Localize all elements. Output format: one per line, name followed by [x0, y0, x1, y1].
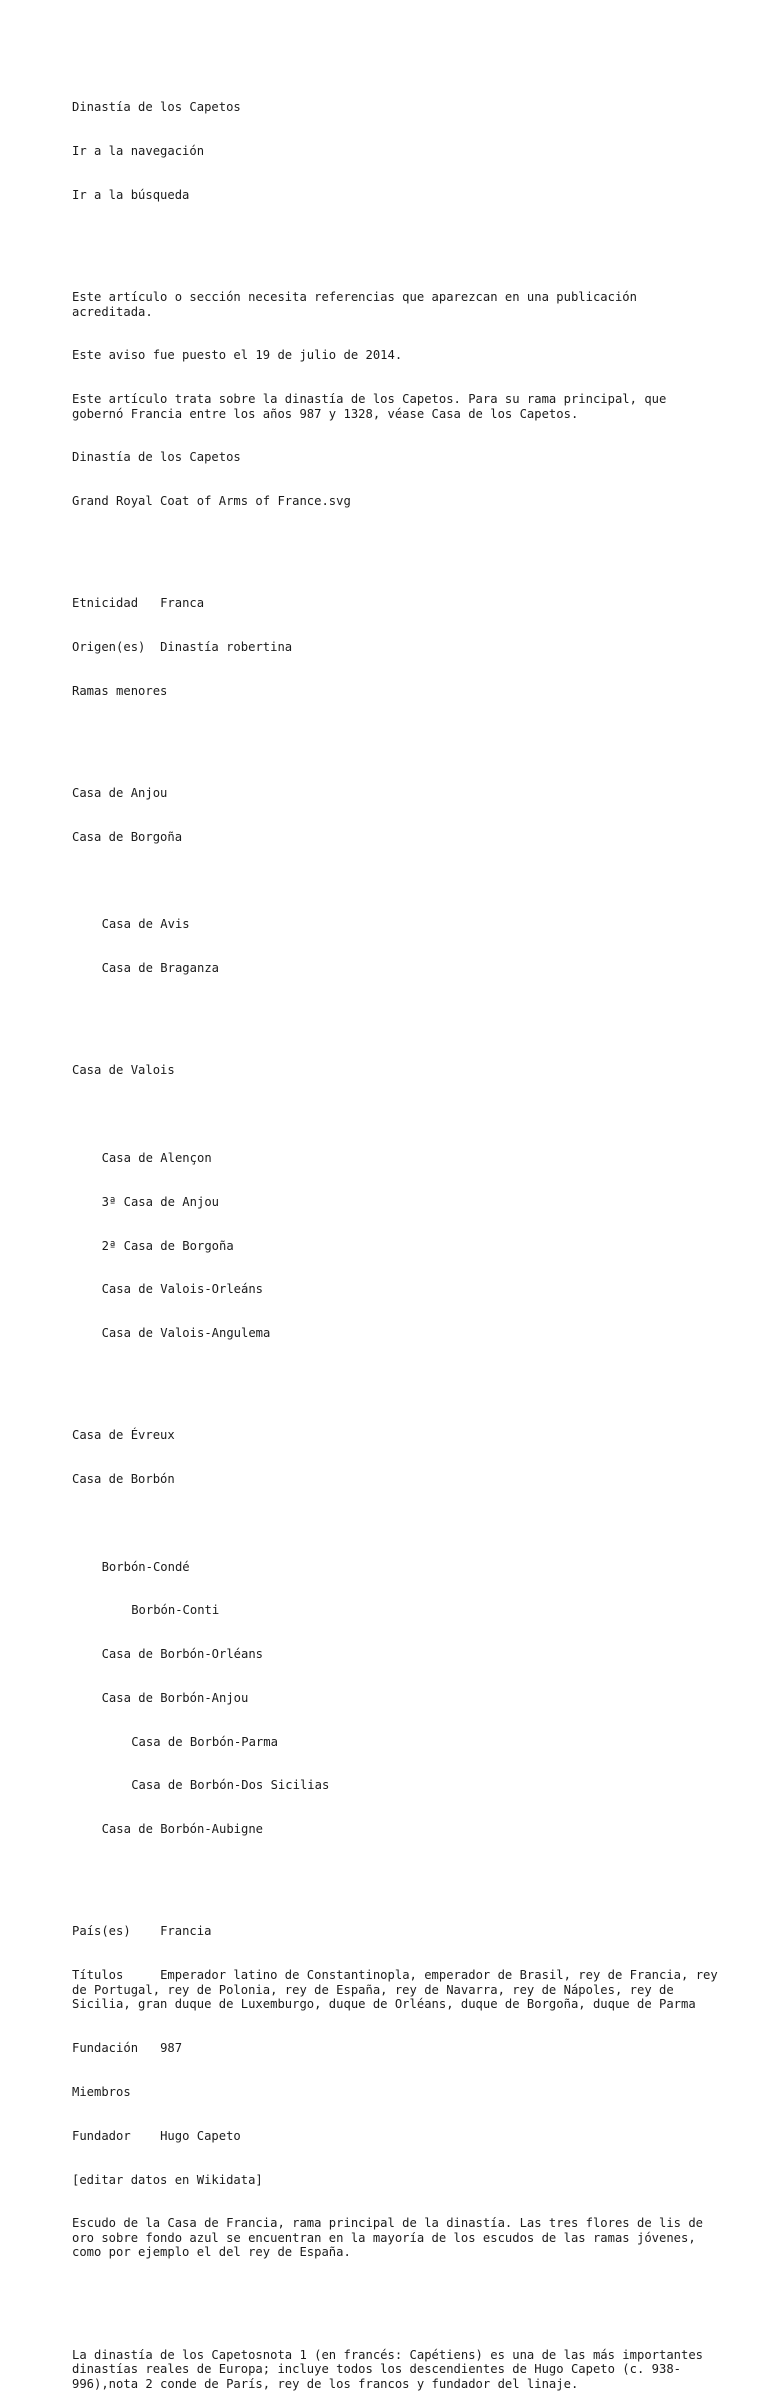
branch-item[interactable]: Casa de Valois: [72, 1063, 175, 1078]
branch-subitem[interactable]: Casa de Braganza: [101, 961, 219, 976]
branch-item[interactable]: Casa de Borbón: [72, 1472, 175, 1486]
fundador-label: Fundador: [72, 2128, 131, 2143]
branch-item[interactable]: Casa de Borgoña: [72, 829, 183, 844]
spacer: [72, 538, 722, 553]
origen-value[interactable]: Dinastía robertina: [160, 640, 293, 655]
pais-value[interactable]: Francia: [160, 1924, 212, 1939]
branch-item[interactable]: Casa de Anjou: [72, 786, 168, 801]
branch-subitem[interactable]: Casa de Avis: [101, 917, 190, 932]
skip-to-navigation-link[interactable]: Ir a la navegación: [72, 143, 205, 158]
spacer: [72, 874, 722, 889]
branch-subitem[interactable]: Casa de Borbón-Anjou: [101, 1690, 249, 1705]
branch-subitem[interactable]: 2ª Casa de Borgoña: [101, 1238, 234, 1253]
fundador-value[interactable]: Hugo Capeto: [160, 2128, 241, 2143]
origen-label: Origen(es): [72, 640, 146, 655]
branch-subsubitem[interactable]: Borbón-Conti: [131, 1603, 220, 1618]
branch-subitem[interactable]: 3ª Casa de Anjou: [101, 1194, 219, 1209]
coat-of-arms-caption: Escudo de la Casa de Francia, rama principal de la dinastía. Las tres flores de lis de oro sobre fondo azul se encuentran en la mayoría de los escudos de las ramas jóvenes, como por ejemplo el del rey de España.: [72, 2216, 711, 2260]
references-notice: Este artículo o sección necesita referencias que aparezcan en una publicación acreditada.: [72, 289, 645, 319]
branch-subitem[interactable]: Casa de Alençon: [101, 1150, 212, 1165]
skip-to-search-link[interactable]: Ir a la búsqueda: [72, 187, 190, 202]
spacer: [72, 2289, 722, 2304]
intro-paragraph: La dinastía de los Capetosnota 1 (en francés: Capétiens) es una de las más importantes dinastías reales de Europa; incluye todos los descendientes de Hugo Capeto (c. 938-996),nota 2 conde de París, rey de los francos y fundador del linaje.: [72, 2347, 711, 2391]
infobox-row-fundador: [72, 2129, 722, 2144]
coat-of-arms-image-caption[interactable]: Grand Royal Coat of Arms of France.svg: [72, 494, 351, 509]
branch-subitem[interactable]: Casa de Valois-Angulema: [101, 1326, 271, 1341]
spacer: [72, 1370, 722, 1385]
fundacion-label: Fundación: [72, 2041, 139, 2056]
etnicidad-value[interactable]: Franca: [160, 596, 205, 611]
titulos-value: Emperador latino de Constantinopla, emperador de Brasil, rey de Francia, rey de Portugal, rey de Polonia, rey de España, rey de Navarra, rey de Nápoles, rey de Sicilia, gran duque de Luxemburgo, duque de Orléans, duque de Borgoña, duque de Parma: [72, 1968, 726, 2012]
spacer: [72, 1107, 722, 1122]
branch-subitem[interactable]: Borbón-Condé: [101, 1559, 190, 1574]
edit-wikidata-link[interactable]: [editar datos en Wikidata]: [72, 2172, 263, 2187]
branch-subsubitem[interactable]: Casa de Borbón-Dos Sicilias: [131, 1778, 330, 1793]
notice-date: Este aviso fue puesto el 19 de julio de 2014.: [72, 348, 403, 363]
branch-subitem[interactable]: Casa de Borbón-Aubigne: [101, 1822, 264, 1837]
infobox-row-origen: [72, 640, 722, 655]
miembros-label: Miembros: [72, 2084, 131, 2099]
titulos-label: Títulos: [72, 1968, 124, 1983]
fundacion-value: 987: [160, 2041, 183, 2056]
ramas-menores-label: Ramas menores: [72, 683, 168, 698]
infobox-row-etnicidad: [72, 596, 722, 611]
spacer: [72, 1516, 722, 1531]
spacer: [72, 1866, 722, 1881]
infobox-row-pais: [72, 1924, 722, 1939]
spacer: [72, 232, 722, 247]
pais-label: País(es): [72, 1924, 131, 1939]
page-title: Dinastía de los Capetos: [72, 100, 241, 115]
infobox-title: Dinastía de los Capetos: [72, 450, 241, 465]
infobox-row-titulos: [72, 1968, 726, 2012]
disambiguation-note: Este artículo trata sobre la dinastía de los Capetos. Para su rama principal, que gobernó Francia entre los años 987 y 1328, véase Casa de los Capetos.: [72, 392, 674, 421]
branch-subsubitem[interactable]: Casa de Borbón-Parma: [131, 1734, 278, 1749]
branch-subitem[interactable]: Casa de Valois-Orleáns: [101, 1282, 264, 1297]
branch-subitem[interactable]: Casa de Borbón-Orléans: [101, 1647, 264, 1662]
spacer: [72, 728, 722, 743]
document-body: [72, 71, 726, 2406]
spacer: [72, 1005, 722, 1020]
branch-item[interactable]: Casa de Évreux: [72, 1428, 175, 1443]
etnicidad-label: Etnicidad: [72, 596, 139, 611]
infobox-row-fundacion: [72, 2041, 722, 2056]
